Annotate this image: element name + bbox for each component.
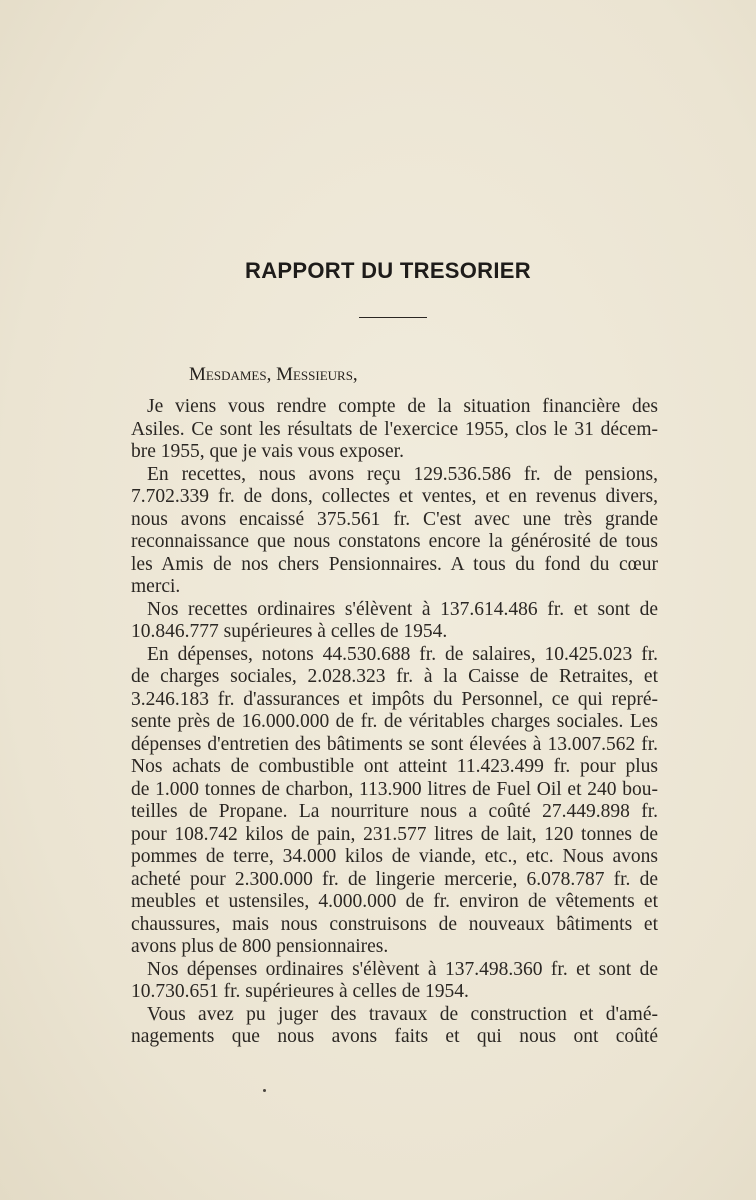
- body-line: Nos achats de combustible ont atteint 11.423.499 fr. pour plus: [131, 756, 658, 777]
- body-line: pommes de terre, 34.000 kilos de viande, etc., etc. Nous avons: [131, 846, 658, 867]
- body-line: bre 1955, que je vais vous exposer.: [131, 441, 404, 462]
- body-line: Je viens vous rendre compte de la situation financière des: [147, 396, 658, 417]
- body-line: acheté pour 2.300.000 fr. de lingerie mercerie, 6.078.787 fr. de: [131, 868, 658, 890]
- body-line: pour 108.742 kilos de pain, 231.577 litres de lait, 120 tonnes de: [131, 823, 658, 845]
- body-line: Nos dépenses ordinaires s'élèvent à 137.498.360 fr. et sont de: [147, 958, 658, 980]
- ink-speck: [263, 1089, 266, 1092]
- report-body: [131, 396, 658, 1049]
- body-line: avons plus de 800 pensionnaires.: [131, 936, 389, 957]
- body-line: nagements que nous avons faits et qui nous ont coûté: [131, 1026, 658, 1047]
- body-line: 7.702.339 fr. de dons, collectes et ventes, et en revenus divers,: [131, 486, 658, 507]
- body-line: 3.246.183 fr. d'assurances et impôts du Personnel, ce qui repré-: [131, 688, 658, 710]
- body-line: chaussures, mais nous construisons de nouveaux bâtiments et: [131, 913, 658, 935]
- body-line: En recettes, nous avons reçu 129.536.586 fr. de pensions,: [147, 463, 658, 485]
- body-line: En dépenses, notons 44.530.688 fr. de salaires, 10.425.023 fr.: [147, 643, 658, 665]
- report-title: RAPPORT DU TRESORIER: [245, 258, 531, 283]
- salutation: Mesdames, Messieurs,: [189, 364, 358, 385]
- body-line: sente près de 16.000.000 de fr. de véritables charges sociales. Les: [131, 711, 658, 732]
- body-line: dépenses d'entretien des bâtiments se sont élevées à 13.007.562 fr.: [131, 733, 658, 755]
- body-line: Asiles. Ce sont les résultats de l'exercice 1955, clos le 31 décem-: [131, 418, 658, 440]
- body-line: les Amis de nos chers Pensionnaires. A tous du fond du cœur: [131, 553, 658, 575]
- body-line: merci.: [131, 576, 181, 597]
- body-line: reconnaissance que nous constatons encore la générosité de tous: [131, 531, 658, 552]
- body-line: de charges sociales, 2.028.323 fr. à la Caisse de Retraites, et: [131, 666, 658, 687]
- body-line: Vous avez pu juger des travaux de construction et d'amé-: [147, 1003, 658, 1025]
- body-line: nous avons encaissé 375.561 fr. C'est avec une très grande: [131, 508, 658, 530]
- body-line: meubles et ustensiles, 4.000.000 de fr. environ de vêtements et: [131, 891, 658, 912]
- body-line: 10.846.777 supérieures à celles de 1954.: [131, 621, 448, 642]
- body-line: de 1.000 tonnes de charbon, 113.900 litres de Fuel Oil et 240 bou-: [131, 778, 658, 800]
- body-line: 10.730.651 fr. supérieures à celles de 1954.: [131, 981, 469, 1002]
- title-divider-rule: [359, 317, 427, 318]
- body-line: Nos recettes ordinaires s'élèvent à 137.614.486 fr. et sont de: [147, 598, 658, 620]
- body-line: teilles de Propane. La nourriture nous a coûté 27.449.898 fr.: [131, 801, 658, 822]
